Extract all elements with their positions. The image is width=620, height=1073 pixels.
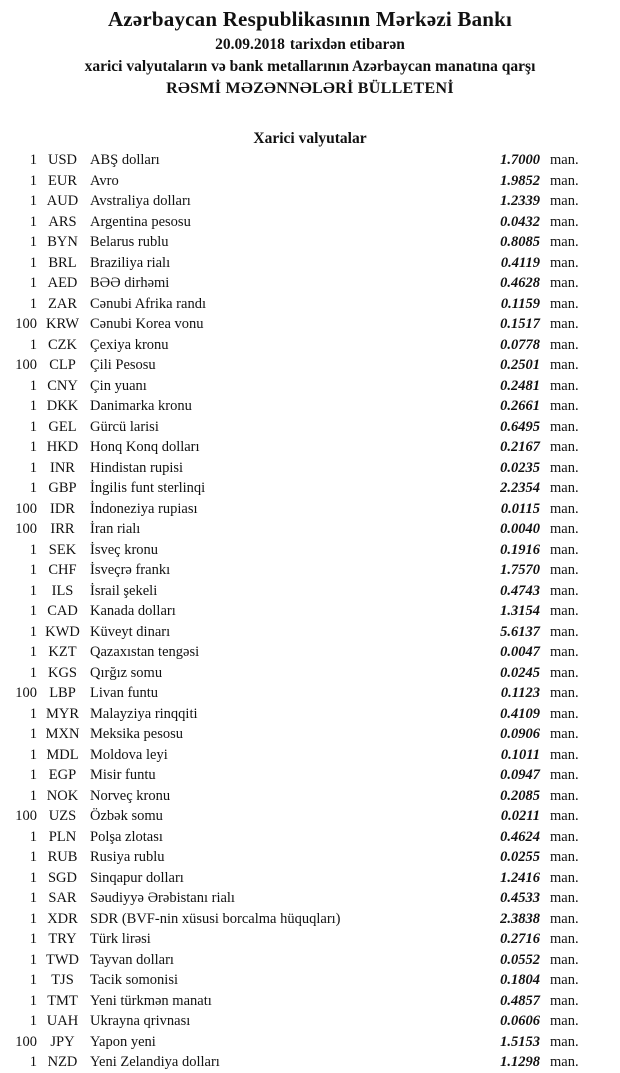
rate-value: 0.4743 bbox=[500, 582, 540, 599]
table-row bbox=[0, 991, 620, 1012]
table-row bbox=[0, 888, 620, 909]
quantity: 1 bbox=[29, 213, 37, 230]
table-row bbox=[0, 765, 620, 786]
table-row bbox=[0, 314, 620, 335]
quantity: 1 bbox=[29, 295, 37, 312]
unit-label: man. bbox=[550, 500, 579, 517]
currency-code: KWD bbox=[45, 623, 80, 640]
quantity: 100 bbox=[15, 316, 37, 332]
currency-code: TWD bbox=[45, 951, 79, 968]
table-row bbox=[0, 191, 620, 212]
rate-value: 1.2416 bbox=[500, 869, 540, 886]
currency-code: KRW bbox=[45, 316, 80, 332]
table-row bbox=[0, 417, 620, 438]
table-row bbox=[0, 519, 620, 540]
currency-name: İndoneziya rupiası bbox=[90, 500, 198, 517]
unit-label: man. bbox=[550, 316, 579, 332]
currency-name: Misir funtu bbox=[90, 767, 156, 783]
rate-value: 2.2354 bbox=[500, 480, 540, 496]
unit-label: man. bbox=[550, 418, 579, 435]
unit-label: man. bbox=[550, 931, 579, 947]
quantity: 1 bbox=[29, 746, 37, 763]
table-row bbox=[0, 294, 620, 315]
rate-value: 0.2661 bbox=[500, 398, 540, 414]
currency-name: Argentina pesosu bbox=[90, 213, 191, 230]
currency-code: LBP bbox=[49, 685, 76, 701]
rate-value: 0.2085 bbox=[500, 787, 540, 804]
rate-value: 0.1916 bbox=[500, 541, 540, 558]
currency-name: Gürcü larisi bbox=[90, 418, 159, 435]
rate-value: 2.3838 bbox=[500, 910, 540, 927]
table-row bbox=[0, 724, 620, 745]
currency-code: CHF bbox=[48, 562, 77, 578]
quantity: 1 bbox=[29, 398, 37, 414]
currency-code: TRY bbox=[48, 931, 77, 947]
unit-label: man. bbox=[550, 644, 579, 660]
quantity: 1 bbox=[29, 480, 37, 496]
unit-label: man. bbox=[550, 377, 579, 394]
unit-label: man. bbox=[550, 767, 579, 783]
table-row bbox=[0, 540, 620, 561]
quantity: 1 bbox=[29, 1054, 37, 1070]
currency-name: BƏƏ dirhəmi bbox=[90, 275, 170, 291]
currency-name: Türk lirəsi bbox=[90, 931, 151, 947]
currency-name: Qırğız somu bbox=[90, 664, 163, 681]
unit-label: man. bbox=[550, 1013, 579, 1029]
table-row bbox=[0, 868, 620, 889]
quantity: 1 bbox=[29, 623, 37, 640]
currency-code: IDR bbox=[50, 500, 75, 517]
rate-value: 0.1804 bbox=[500, 972, 540, 988]
unit-label: man. bbox=[550, 726, 579, 742]
quantity: 1 bbox=[29, 931, 37, 947]
quantity: 1 bbox=[29, 582, 37, 599]
currency-name: Cənubi Afrika randı bbox=[90, 295, 206, 312]
rate-value: 0.2716 bbox=[500, 931, 540, 947]
currency-name: Yeni türkmən manatı bbox=[90, 992, 212, 1009]
table-row bbox=[0, 642, 620, 663]
unit-label: man. bbox=[550, 582, 579, 599]
quantity: 1 bbox=[29, 541, 37, 558]
currency-code: KGS bbox=[47, 664, 77, 681]
currency-name: Çin yuanı bbox=[90, 377, 147, 394]
table-row bbox=[0, 212, 620, 233]
table-row bbox=[0, 970, 620, 991]
currency-code: ILS bbox=[51, 582, 74, 599]
currency-name: Honq Konq dolları bbox=[90, 439, 200, 455]
unit-label: man. bbox=[550, 357, 579, 373]
quantity: 1 bbox=[29, 849, 37, 865]
currency-code: NOK bbox=[46, 787, 79, 804]
currency-code: CLP bbox=[49, 357, 76, 373]
table-row bbox=[0, 909, 620, 930]
quantity: 1 bbox=[29, 562, 37, 578]
currency-code: NZD bbox=[47, 1054, 78, 1070]
rate-value: 0.0906 bbox=[500, 726, 540, 742]
quantity: 100 bbox=[15, 521, 37, 537]
rate-value: 1.1298 bbox=[500, 1054, 540, 1070]
table-row bbox=[0, 253, 620, 274]
table-row bbox=[0, 663, 620, 684]
quantity: 100 bbox=[15, 1033, 37, 1050]
unit-label: man. bbox=[550, 459, 579, 476]
table-row bbox=[0, 827, 620, 848]
currency-name: İsrail şekeli bbox=[90, 582, 158, 599]
quantity: 1 bbox=[29, 726, 37, 742]
currency-code: PLN bbox=[48, 828, 77, 845]
unit-label: man. bbox=[550, 295, 579, 312]
bank-title: Azərbaycan Respublikasının Mərkəzi Bankı bbox=[107, 7, 513, 31]
table-row bbox=[0, 1032, 620, 1053]
unit-label: man. bbox=[550, 746, 579, 763]
currency-name: Braziliya rialı bbox=[90, 254, 171, 271]
table-row bbox=[0, 478, 620, 499]
rate-value: 0.4624 bbox=[500, 828, 540, 845]
currency-code: SAR bbox=[48, 890, 77, 906]
currency-code: BYN bbox=[47, 234, 78, 250]
currency-name: Polşa zlotası bbox=[90, 828, 163, 845]
quantity: 1 bbox=[29, 234, 37, 250]
unit-label: man. bbox=[550, 172, 579, 189]
unit-label: man. bbox=[550, 951, 579, 968]
currency-code: EUR bbox=[48, 172, 77, 189]
currency-code: XDR bbox=[47, 910, 78, 927]
quantity: 1 bbox=[29, 152, 37, 168]
quantity: 100 bbox=[15, 685, 37, 701]
unit-label: man. bbox=[550, 828, 579, 845]
currency-name: Özbək somu bbox=[90, 808, 163, 824]
currency-code: IRR bbox=[50, 521, 75, 537]
quantity: 1 bbox=[29, 869, 37, 886]
currency-name: Avro bbox=[90, 172, 119, 189]
currency-code: ARS bbox=[48, 213, 77, 230]
unit-label: man. bbox=[550, 234, 579, 250]
rate-value: 1.3154 bbox=[500, 603, 540, 619]
table-row bbox=[0, 499, 620, 520]
quantity: 1 bbox=[29, 828, 37, 845]
quantity: 1 bbox=[29, 644, 37, 660]
currency-name: Səudiyyə Ərəbistanı rialı bbox=[90, 890, 235, 906]
currency-code: DKK bbox=[46, 398, 79, 414]
quantity: 100 bbox=[15, 357, 37, 373]
rate-value: 0.4109 bbox=[500, 705, 540, 722]
quantity: 1 bbox=[29, 951, 37, 968]
unit-label: man. bbox=[550, 439, 579, 455]
currency-name: Tayvan dolları bbox=[90, 951, 174, 968]
unit-label: man. bbox=[550, 603, 579, 619]
quantity: 1 bbox=[29, 705, 37, 722]
unit-label: man. bbox=[550, 521, 579, 537]
rate-value: 0.1159 bbox=[500, 295, 540, 312]
currency-code: GEL bbox=[48, 418, 77, 435]
rate-value: 0.0255 bbox=[500, 849, 540, 865]
rate-value: 0.0235 bbox=[500, 459, 540, 476]
rate-value: 0.4119 bbox=[500, 254, 540, 271]
quantity: 1 bbox=[29, 418, 37, 435]
unit-label: man. bbox=[550, 849, 579, 865]
rate-value: 0.8085 bbox=[500, 234, 540, 250]
currency-code: AED bbox=[47, 275, 78, 291]
rate-value: 0.0947 bbox=[500, 767, 540, 783]
table-row bbox=[0, 929, 620, 950]
currency-name: ABŞ dolları bbox=[90, 152, 160, 168]
currency-code: KZT bbox=[48, 644, 77, 660]
effective-date-suffix: tarixdən etibarən bbox=[289, 36, 405, 53]
table-row bbox=[0, 1052, 620, 1073]
currency-code: GBP bbox=[48, 480, 77, 496]
section-title-foreign-currencies: Xarici valyutalar bbox=[253, 130, 367, 147]
table-row bbox=[0, 704, 620, 725]
table-row bbox=[0, 1011, 620, 1032]
quantity: 1 bbox=[29, 910, 37, 927]
effective-date: 20.09.2018 bbox=[215, 36, 285, 53]
unit-label: man. bbox=[550, 705, 579, 722]
currency-code: CZK bbox=[48, 336, 77, 353]
table-row bbox=[0, 437, 620, 458]
currency-name: Moldova leyi bbox=[90, 746, 168, 763]
unit-label: man. bbox=[550, 992, 579, 1009]
currency-name: Norveç kronu bbox=[90, 787, 171, 804]
currency-name: Ukrayna qrivnası bbox=[90, 1013, 191, 1029]
currency-name: Meksika pesosu bbox=[90, 726, 184, 742]
currency-code: USD bbox=[47, 152, 77, 168]
table-row bbox=[0, 171, 620, 192]
quantity: 1 bbox=[29, 890, 37, 906]
rate-value: 1.5153 bbox=[500, 1033, 540, 1050]
unit-label: man. bbox=[550, 972, 579, 988]
currency-code: MDL bbox=[46, 746, 79, 763]
currency-name: Rusiya rublu bbox=[90, 849, 165, 865]
unit-label: man. bbox=[550, 213, 579, 230]
unit-label: man. bbox=[550, 398, 579, 414]
currency-name: Tacik somonisi bbox=[90, 972, 178, 988]
quantity: 1 bbox=[29, 1013, 37, 1029]
table-row bbox=[0, 683, 620, 704]
table-row bbox=[0, 355, 620, 376]
unit-label: man. bbox=[550, 664, 579, 681]
table-row bbox=[0, 806, 620, 827]
unit-label: man. bbox=[550, 562, 579, 578]
unit-label: man. bbox=[550, 254, 579, 271]
currency-code: JPY bbox=[50, 1033, 75, 1050]
rate-value: 0.0432 bbox=[500, 213, 540, 230]
table-row bbox=[0, 622, 620, 643]
rate-value: 0.0245 bbox=[500, 664, 540, 681]
rate-value: 0.2167 bbox=[500, 439, 540, 455]
currency-name: İran rialı bbox=[90, 521, 141, 537]
table-row bbox=[0, 560, 620, 581]
quantity: 100 bbox=[15, 500, 37, 517]
currency-code: TJS bbox=[51, 972, 74, 988]
rate-value: 0.0047 bbox=[500, 644, 540, 660]
quantity: 1 bbox=[29, 439, 37, 455]
table-row bbox=[0, 335, 620, 356]
rate-value: 1.7000 bbox=[500, 152, 540, 168]
currency-name: Malayziya rinqqiti bbox=[90, 705, 198, 722]
unit-label: man. bbox=[550, 541, 579, 558]
effective-date-line bbox=[0, 36, 620, 54]
unit-label: man. bbox=[550, 275, 579, 291]
quantity: 1 bbox=[29, 336, 37, 353]
rate-value: 0.2501 bbox=[500, 357, 540, 373]
unit-label: man. bbox=[550, 890, 579, 906]
bulletin-title: RƏSMİ MƏZƏNNƏLƏRİ BÜLLETENİ bbox=[166, 80, 454, 97]
rate-value: 1.7570 bbox=[500, 562, 540, 578]
currency-name: Qazaxıstan tengəsi bbox=[90, 644, 200, 660]
quantity: 1 bbox=[29, 992, 37, 1009]
table-row bbox=[0, 847, 620, 868]
currency-code: EGP bbox=[48, 767, 77, 783]
currency-code: SEK bbox=[48, 541, 77, 558]
rate-value: 0.0115 bbox=[500, 500, 540, 517]
currency-code: CAD bbox=[47, 603, 78, 619]
rate-value: 0.4857 bbox=[500, 992, 540, 1009]
unit-label: man. bbox=[550, 1033, 579, 1050]
currency-code: AUD bbox=[46, 193, 79, 209]
rate-value: 0.0552 bbox=[500, 951, 540, 968]
currency-code: MXN bbox=[45, 726, 80, 742]
currency-name: Danimarka kronu bbox=[90, 398, 192, 414]
currency-code: ZAR bbox=[48, 295, 77, 312]
currency-name: Avstraliya dolları bbox=[90, 193, 191, 209]
rate-value: 0.6495 bbox=[500, 418, 540, 435]
currency-name: Hindistan rupisi bbox=[90, 459, 184, 476]
rate-value: 0.0211 bbox=[500, 808, 540, 824]
table-row bbox=[0, 601, 620, 622]
table-row bbox=[0, 150, 620, 171]
quantity: 1 bbox=[29, 377, 37, 394]
currency-name: Yeni Zelandiya dolları bbox=[90, 1054, 220, 1070]
rate-value: 0.0606 bbox=[500, 1013, 540, 1029]
currency-name: Çili Pesosu bbox=[90, 357, 156, 373]
quantity: 1 bbox=[29, 664, 37, 681]
table-row bbox=[0, 458, 620, 479]
rate-value: 1.2339 bbox=[500, 193, 540, 209]
table-row bbox=[0, 581, 620, 602]
unit-label: man. bbox=[550, 808, 579, 824]
unit-label: man. bbox=[550, 480, 579, 496]
currency-name: İsveçrə frankı bbox=[90, 562, 171, 578]
table-row bbox=[0, 376, 620, 397]
currency-name: Sinqapur dolları bbox=[90, 869, 184, 886]
currency-code: RUB bbox=[47, 849, 78, 865]
rate-value: 0.2481 bbox=[500, 377, 540, 394]
rate-value: 0.1517 bbox=[500, 316, 540, 332]
unit-label: man. bbox=[550, 193, 579, 209]
table-row bbox=[0, 786, 620, 807]
rate-value: 0.1011 bbox=[500, 746, 540, 763]
quantity: 100 bbox=[15, 808, 37, 824]
currency-name: Livan funtu bbox=[90, 685, 159, 701]
currency-code: UZS bbox=[48, 808, 77, 824]
table-row bbox=[0, 232, 620, 253]
currency-code: HKD bbox=[46, 439, 79, 455]
rate-value: 5.6137 bbox=[500, 623, 540, 640]
table-row bbox=[0, 950, 620, 971]
currency-name: Belarus rublu bbox=[90, 234, 169, 250]
table-row bbox=[0, 273, 620, 294]
currency-code: UAH bbox=[46, 1013, 79, 1029]
bulletin-subtitle: xarici valyutaların və bank metallarının Azərbaycan manatına qarşı bbox=[84, 58, 536, 75]
currency-name: İngilis funt sterlinqi bbox=[90, 480, 206, 496]
quantity: 1 bbox=[29, 459, 37, 476]
unit-label: man. bbox=[550, 787, 579, 804]
unit-label: man. bbox=[550, 910, 579, 927]
currency-name: Küveyt dinarı bbox=[90, 623, 171, 640]
quantity: 1 bbox=[29, 254, 37, 271]
currency-code: SGD bbox=[47, 869, 77, 886]
rate-value: 0.0778 bbox=[500, 336, 540, 353]
currency-code: CNY bbox=[47, 377, 78, 394]
currency-code: BRL bbox=[48, 254, 77, 271]
currency-code: INR bbox=[50, 459, 75, 476]
currency-code: MYR bbox=[45, 705, 80, 722]
quantity: 1 bbox=[29, 172, 37, 189]
rate-value: 0.4628 bbox=[500, 275, 540, 291]
unit-label: man. bbox=[550, 1054, 579, 1070]
table-row bbox=[0, 745, 620, 766]
quantity: 1 bbox=[29, 787, 37, 804]
currency-name: Yapon yeni bbox=[90, 1033, 156, 1050]
currency-name: Kanada dolları bbox=[90, 603, 176, 619]
rate-value: 0.0040 bbox=[500, 521, 540, 537]
rate-value: 0.1123 bbox=[500, 685, 540, 701]
unit-label: man. bbox=[550, 685, 579, 701]
quantity: 1 bbox=[29, 193, 37, 209]
rate-value: 0.4533 bbox=[500, 890, 540, 906]
rate-value: 1.9852 bbox=[500, 172, 540, 189]
currency-name: Çexiya kronu bbox=[90, 336, 169, 353]
table-row bbox=[0, 396, 620, 417]
unit-label: man. bbox=[550, 336, 579, 353]
quantity: 1 bbox=[29, 767, 37, 783]
unit-label: man. bbox=[550, 152, 579, 168]
currency-code: TMT bbox=[47, 992, 78, 1009]
rates-table bbox=[0, 150, 620, 1073]
currency-name: SDR (BVF-nin xüsusi borcalma hüquqları) bbox=[90, 910, 341, 927]
quantity: 1 bbox=[29, 972, 37, 988]
currency-name: Cənubi Korea vonu bbox=[90, 316, 204, 332]
unit-label: man. bbox=[550, 623, 579, 640]
currency-name: İsveç kronu bbox=[90, 541, 159, 558]
unit-label: man. bbox=[550, 869, 579, 886]
quantity: 1 bbox=[29, 275, 37, 291]
quantity: 1 bbox=[29, 603, 37, 619]
